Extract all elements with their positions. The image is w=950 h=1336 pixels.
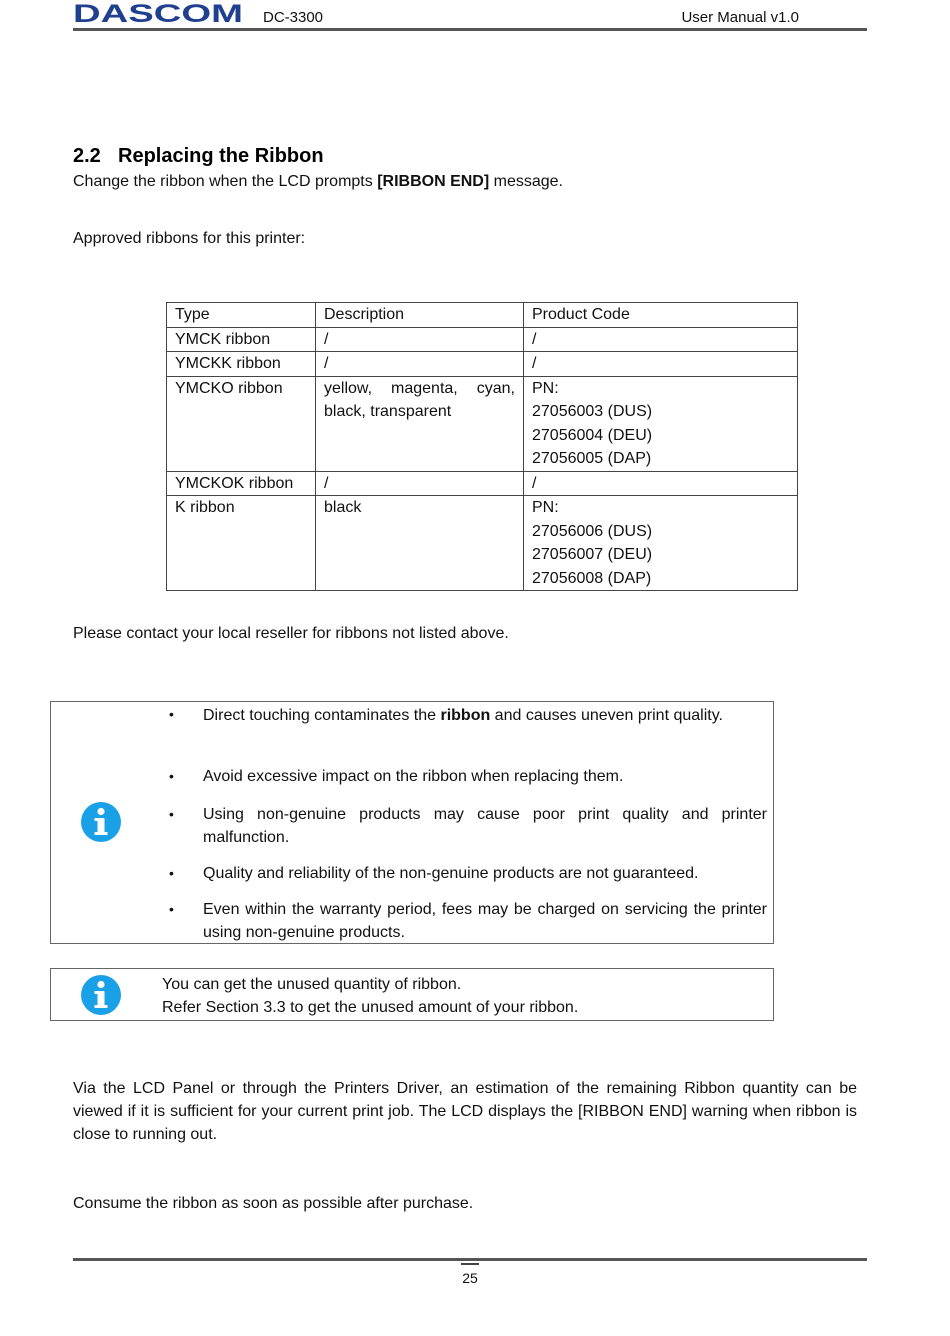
page-header [73, 0, 867, 30]
manual-version: User Manual v1.0 [681, 9, 799, 26]
note-text: Avoid excessive impact on the ribbon when replacing them. [203, 768, 624, 785]
bullet: • [169, 768, 174, 784]
consume-note: Consume the ribbon as soon as possible after purchase. [73, 1195, 474, 1212]
note-text-part: and causes uneven print quality. [490, 707, 723, 724]
section-title [73, 145, 324, 168]
cell-description: / [316, 471, 524, 496]
svg-text:DASCOM: DASCOM [73, 2, 243, 24]
ribbon-end-message: [RIBBON END] [377, 173, 490, 190]
table-row [167, 496, 798, 591]
list-item [169, 898, 767, 944]
table-header-row [167, 303, 798, 328]
bullet: • [169, 806, 174, 822]
bullet: • [169, 901, 174, 917]
section-heading: Replacing the Ribbon [118, 145, 324, 167]
dascom-logo [73, 2, 245, 24]
table-row [167, 376, 798, 471]
list-item [169, 703, 767, 728]
header-product-code: Product Code [524, 303, 798, 328]
code-line: PN: [532, 379, 559, 397]
page-number-mark [461, 1263, 479, 1265]
info-icon [80, 974, 122, 1016]
model-name: DC-3300 [263, 9, 324, 26]
info-notice-box [50, 968, 774, 1021]
header-description: Description [316, 303, 524, 328]
cell-type: YMCKK ribbon [167, 352, 316, 377]
info-text [162, 973, 578, 1019]
cell-type: YMCK ribbon [167, 327, 316, 352]
cell-code: / [524, 352, 798, 377]
section-number: 2.2 [73, 145, 101, 167]
approved-label: Approved ribbons for this printer: [73, 230, 306, 247]
cell-code [524, 496, 798, 591]
cell-type: YMCKO ribbon [167, 376, 316, 471]
intro-text: Change the ribbon when the LCD prompts [73, 173, 378, 190]
code-line: 27056005 (DAP) [532, 450, 652, 467]
page-number: 25 [462, 1270, 478, 1286]
code-line: 27056008 (DAP) [532, 569, 652, 587]
note-text: Quality and reliability of the non-genuine products are not guaranteed. [203, 865, 699, 882]
description-line: yellow, magenta, cyan, [324, 379, 515, 397]
code-line: 27056007 (DEU) [532, 546, 653, 563]
footer-divider [73, 1258, 867, 1261]
cell-description [316, 376, 524, 471]
cell-type: K ribbon [167, 496, 316, 591]
code-line: 27056003 (DUS) [532, 403, 653, 420]
note-text: Even within the warranty period, fees may be charged on servicing the printer using non-genuine products. [203, 901, 767, 941]
info-line: You can get the unused quantity of ribbon. [162, 976, 462, 993]
caution-notice-box [50, 701, 774, 944]
info-line: Refer Section 3.3 to get the unused amount of your ribbon. [162, 999, 579, 1016]
intro-text-end: message. [489, 173, 563, 190]
note-text-part: Direct touching contaminates the [203, 707, 441, 724]
intro-paragraph [73, 170, 563, 193]
list-item [169, 803, 767, 849]
note-bold-word: ribbon [440, 707, 491, 724]
cell-description: black [316, 496, 524, 591]
cell-code [524, 376, 798, 471]
code-line: 27056004 (DEU) [532, 426, 653, 444]
description-line: black, transparent [324, 403, 452, 420]
table-row [167, 471, 798, 496]
bullet: • [169, 706, 174, 722]
code-line: 27056006 (DUS) [532, 522, 653, 540]
table-row [167, 327, 798, 352]
code-line: PN: [532, 499, 559, 516]
note-text: Using non-genuine products may cause poor print quality and printer malfunction. [203, 806, 767, 846]
header-divider [73, 28, 867, 31]
bullet: • [169, 865, 174, 881]
note-text [203, 703, 767, 728]
cell-code: / [524, 471, 798, 496]
cell-type: YMCKOK ribbon [167, 471, 316, 496]
list-item [169, 862, 767, 885]
table-row [167, 352, 798, 377]
cell-description: / [316, 352, 524, 377]
contact-note: Please contact your local reseller for ribbons not listed above. [73, 625, 509, 642]
list-item [169, 765, 767, 788]
ribbons-table [166, 302, 798, 591]
lcd-paragraph: Via the LCD Panel or through the Printers Driver, an estimation of the remaining Ribbon quantity can be viewed if it is sufficient for your current print job. The LCD displays the [RIBBON END] warning when ribbon is close to running out. [73, 1080, 857, 1143]
cell-code: / [524, 327, 798, 352]
header-type: Type [167, 303, 316, 328]
cell-description: / [316, 327, 524, 352]
info-icon [80, 801, 122, 843]
